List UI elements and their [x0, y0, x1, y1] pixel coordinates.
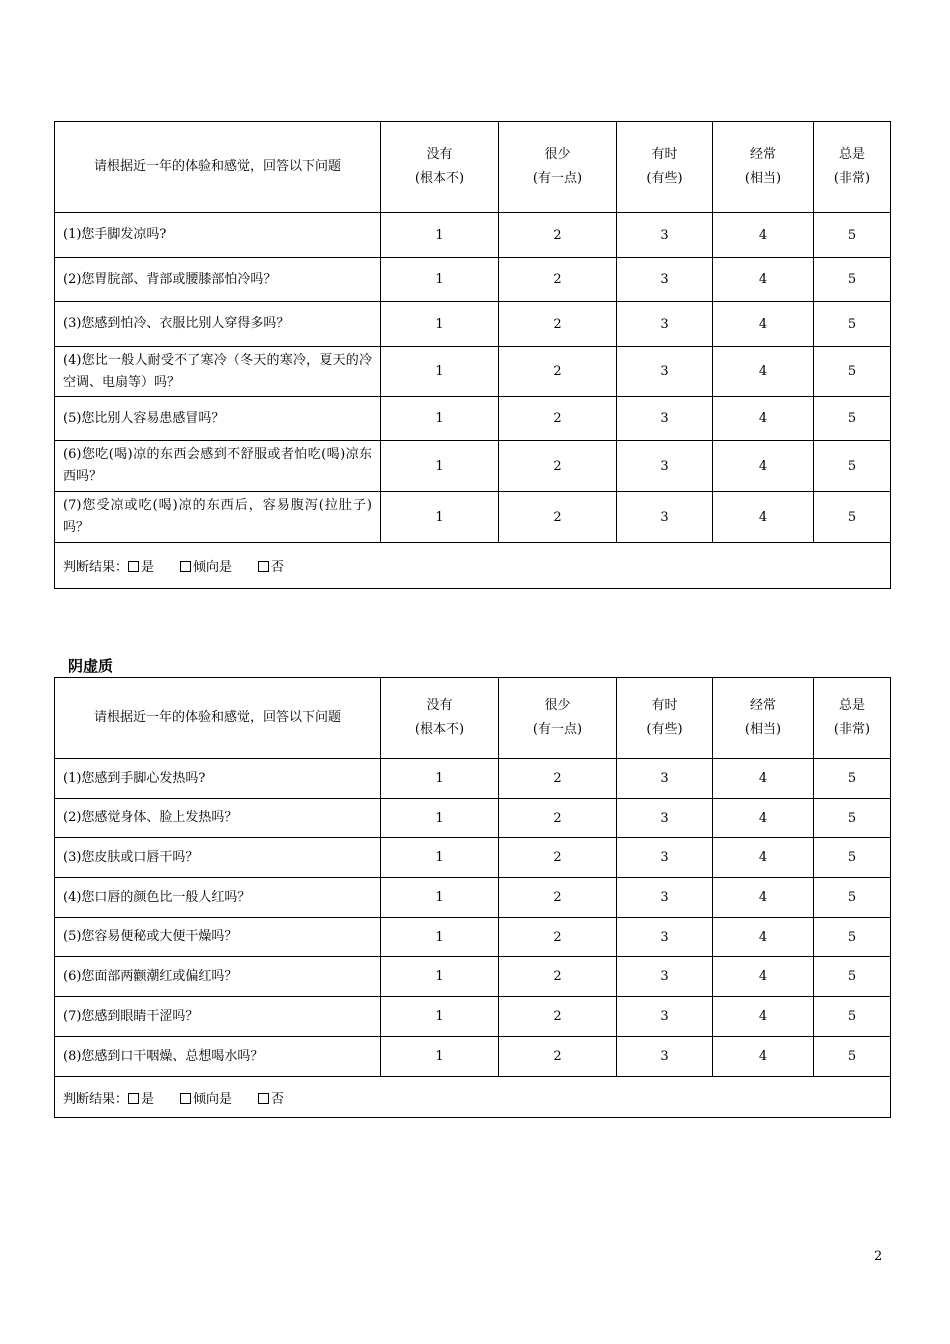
score-cell[interactable]: 2 — [499, 258, 617, 302]
page-number: 2 — [874, 1249, 883, 1264]
score-cell[interactable]: 1 — [381, 347, 499, 397]
score-cell[interactable]: 2 — [499, 492, 617, 543]
option-header-sometimes: 有时 (有些) — [617, 122, 713, 213]
result-option-no[interactable]: 否 — [258, 556, 284, 575]
table-row — [55, 838, 891, 878]
option-header-never: 没有 (根本不) — [381, 678, 499, 759]
score-cell[interactable]: 3 — [617, 492, 713, 543]
score-cell[interactable]: 3 — [617, 441, 713, 492]
score-cell[interactable]: 5 — [814, 997, 891, 1037]
header-row — [55, 678, 891, 759]
score-cell[interactable]: 5 — [814, 441, 891, 492]
score-cell[interactable]: 4 — [713, 258, 814, 302]
score-cell[interactable]: 2 — [499, 838, 617, 878]
question-header: 请根据近一年的体验和感觉，回答以下问题 — [55, 122, 381, 213]
header-row — [55, 122, 891, 213]
score-cell[interactable]: 5 — [814, 258, 891, 302]
table-row — [55, 918, 891, 957]
table-row — [55, 302, 891, 347]
checkbox-icon[interactable] — [128, 1093, 139, 1104]
question-text: (2)您感觉身体、脸上发热吗？ — [55, 799, 381, 838]
score-cell[interactable]: 3 — [617, 397, 713, 441]
result-cell — [55, 543, 891, 589]
result-label: 判断结果： — [63, 1091, 129, 1107]
score-cell[interactable]: 4 — [713, 302, 814, 347]
questionnaire-table-2 — [54, 677, 891, 1118]
score-cell[interactable]: 3 — [617, 347, 713, 397]
result-row — [55, 543, 891, 589]
result-option-tending[interactable]: 倾向是 — [180, 556, 232, 575]
result-option-yes[interactable]: 是 — [128, 1088, 154, 1107]
question-text: (7)您受凉或吃(喝)凉的东西后，容易腹泻(拉肚子)吗？ — [55, 492, 381, 543]
option-header-always: 总是 (非常) — [814, 678, 891, 759]
result-option-yes[interactable]: 是 — [128, 556, 154, 575]
score-cell[interactable]: 3 — [617, 302, 713, 347]
score-cell[interactable]: 2 — [499, 397, 617, 441]
option-header-rarely: 很少 (有一点) — [499, 678, 617, 759]
table-row — [55, 397, 891, 441]
score-cell[interactable]: 2 — [499, 997, 617, 1037]
option-header-never: 没有 (根本不) — [381, 122, 499, 213]
score-cell[interactable]: 1 — [381, 492, 499, 543]
score-cell[interactable]: 1 — [381, 799, 499, 838]
score-cell[interactable]: 4 — [713, 997, 814, 1037]
score-cell[interactable]: 1 — [381, 918, 499, 957]
score-cell[interactable]: 4 — [713, 441, 814, 492]
score-cell[interactable]: 4 — [713, 759, 814, 799]
checkbox-icon[interactable] — [258, 1093, 269, 1104]
question-text: (4)您比一般人耐受不了寒冷（冬天的寒冷，夏天的冷空调、电扇等）吗？ — [55, 347, 381, 397]
question-text: (7)您感到眼睛干涩吗？ — [55, 997, 381, 1037]
score-cell[interactable]: 3 — [617, 258, 713, 302]
result-row — [55, 1077, 891, 1118]
score-cell[interactable]: 4 — [713, 957, 814, 997]
score-cell[interactable]: 4 — [713, 1037, 814, 1077]
result-option-no[interactable]: 否 — [258, 1088, 284, 1107]
checkbox-icon[interactable] — [180, 1093, 191, 1104]
table-row — [55, 347, 891, 397]
option-header-often: 经常 (相当) — [713, 678, 814, 759]
score-cell[interactable]: 5 — [814, 492, 891, 543]
question-header: 请根据近一年的体验和感觉，回答以下问题 — [55, 678, 381, 759]
score-cell[interactable]: 2 — [499, 957, 617, 997]
table-row — [55, 997, 891, 1037]
score-cell[interactable]: 3 — [617, 759, 713, 799]
table-row — [55, 492, 891, 543]
checkbox-icon[interactable] — [128, 561, 139, 572]
score-cell[interactable]: 4 — [713, 397, 814, 441]
question-text: (3)您皮肤或口唇干吗？ — [55, 838, 381, 878]
score-cell[interactable]: 5 — [814, 957, 891, 997]
score-cell[interactable]: 2 — [499, 347, 617, 397]
option-header-often: 经常 (相当) — [713, 122, 814, 213]
score-cell[interactable]: 5 — [814, 918, 891, 957]
table-row — [55, 878, 891, 918]
table-row — [55, 759, 891, 799]
result-label: 判断结果： — [63, 560, 129, 575]
score-cell[interactable]: 1 — [381, 441, 499, 492]
score-cell[interactable]: 5 — [814, 397, 891, 441]
score-cell[interactable]: 5 — [814, 838, 891, 878]
score-cell[interactable]: 4 — [713, 492, 814, 543]
score-cell[interactable]: 3 — [617, 918, 713, 957]
score-cell[interactable]: 2 — [499, 799, 617, 838]
score-cell[interactable]: 4 — [713, 918, 814, 957]
score-cell[interactable]: 1 — [381, 302, 499, 347]
score-cell[interactable]: 4 — [713, 799, 814, 838]
table-row — [55, 957, 891, 997]
score-cell[interactable]: 1 — [381, 838, 499, 878]
question-text: (6)您面部两颧潮红或偏红吗？ — [55, 957, 381, 997]
score-cell[interactable]: 2 — [499, 302, 617, 347]
score-cell[interactable]: 1 — [381, 258, 499, 302]
score-cell[interactable]: 2 — [499, 1037, 617, 1077]
score-cell[interactable]: 3 — [617, 838, 713, 878]
score-cell[interactable]: 5 — [814, 1037, 891, 1077]
score-cell[interactable]: 3 — [617, 799, 713, 838]
question-text: (6)您吃(喝)凉的东西会感到不舒服或者怕吃(喝)凉东西吗？ — [55, 441, 381, 492]
table-row — [55, 213, 891, 258]
score-cell[interactable]: 5 — [814, 213, 891, 258]
question-text: (2)您胃脘部、背部或腰膝部怕冷吗？ — [55, 258, 381, 302]
question-text: (8)您感到口干咽燥、总想喝水吗？ — [55, 1037, 381, 1077]
score-cell[interactable]: 5 — [814, 347, 891, 397]
score-cell[interactable]: 2 — [499, 759, 617, 799]
score-cell[interactable]: 5 — [814, 799, 891, 838]
score-cell[interactable]: 4 — [713, 838, 814, 878]
score-cell[interactable]: 4 — [713, 347, 814, 397]
option-header-sometimes: 有时 (有些) — [617, 678, 713, 759]
table-row — [55, 258, 891, 302]
score-cell[interactable]: 2 — [499, 213, 617, 258]
question-text: (5)您比别人容易患感冒吗？ — [55, 397, 381, 441]
score-cell[interactable]: 1 — [381, 1037, 499, 1077]
score-cell[interactable]: 1 — [381, 997, 499, 1037]
score-cell[interactable]: 1 — [381, 759, 499, 799]
score-cell[interactable]: 5 — [814, 759, 891, 799]
result-cell — [55, 1077, 891, 1118]
score-cell[interactable]: 2 — [499, 878, 617, 918]
table-row — [55, 799, 891, 838]
score-cell[interactable]: 5 — [814, 302, 891, 347]
score-cell[interactable]: 1 — [381, 957, 499, 997]
option-header-rarely: 很少 (有一点) — [499, 122, 617, 213]
question-text: (4)您口唇的颜色比一般人红吗？ — [55, 878, 381, 918]
table-row — [55, 1037, 891, 1077]
score-cell[interactable]: 3 — [617, 997, 713, 1037]
checkbox-icon[interactable] — [258, 561, 269, 572]
score-cell[interactable]: 3 — [617, 957, 713, 997]
result-option-tending[interactable]: 倾向是 — [180, 1088, 232, 1107]
checkbox-icon[interactable] — [180, 561, 191, 572]
score-cell[interactable]: 1 — [381, 213, 499, 258]
score-cell[interactable]: 3 — [617, 878, 713, 918]
score-cell[interactable]: 3 — [617, 213, 713, 258]
question-text: (1)您感到手脚心发热吗? — [55, 759, 381, 799]
section-title: 阴虚质 — [68, 657, 114, 675]
score-cell[interactable]: 4 — [713, 213, 814, 258]
score-cell[interactable]: 1 — [381, 397, 499, 441]
score-cell[interactable]: 4 — [713, 878, 814, 918]
score-cell[interactable]: 3 — [617, 1037, 713, 1077]
score-cell[interactable]: 1 — [381, 878, 499, 918]
option-header-always: 总是 (非常) — [814, 122, 891, 213]
score-cell[interactable]: 2 — [499, 918, 617, 957]
questionnaire-table-1 — [54, 121, 891, 589]
question-text: (1)您手脚发凉吗? — [55, 213, 381, 258]
score-cell[interactable]: 2 — [499, 441, 617, 492]
question-text: (5)您容易便秘或大便干燥吗？ — [55, 918, 381, 957]
question-text: (3)您感到怕冷、衣服比别人穿得多吗？ — [55, 302, 381, 347]
score-cell[interactable]: 5 — [814, 878, 891, 918]
table-row — [55, 441, 891, 492]
